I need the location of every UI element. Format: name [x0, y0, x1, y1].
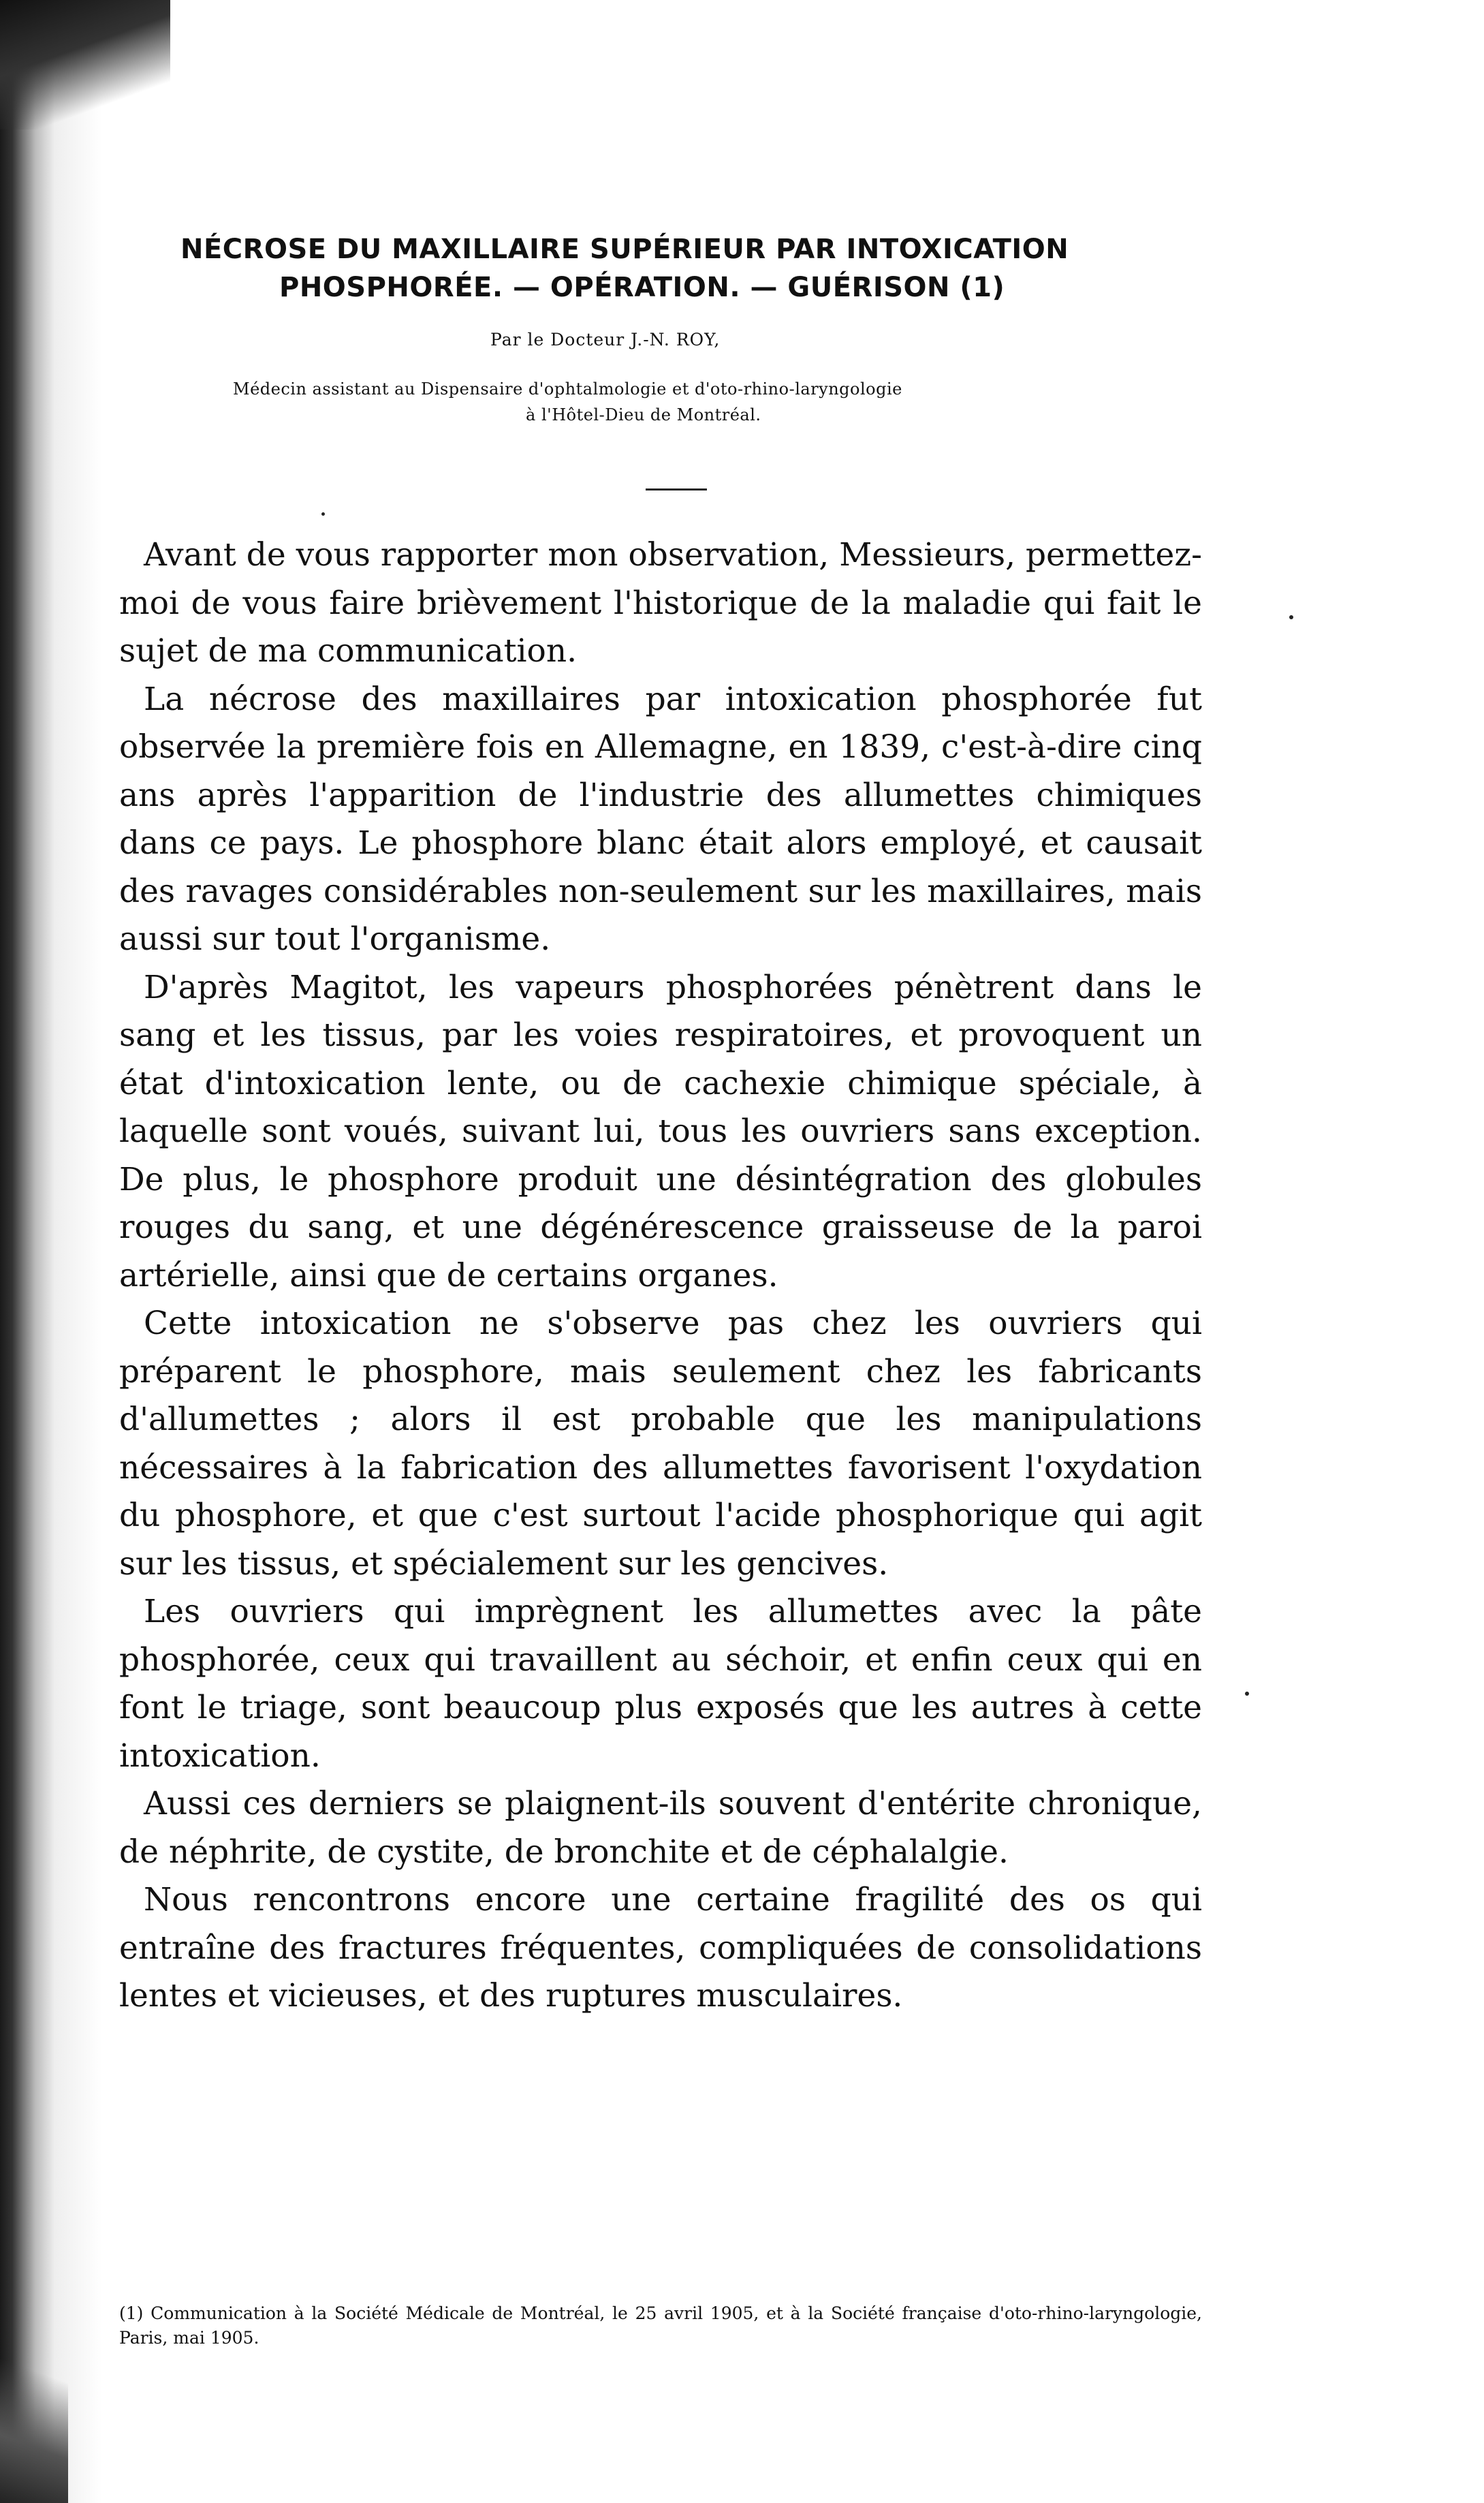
- paragraph: Aussi ces derniers se plaignent-ils souvent d'entérite chronique, de néphrite, de cystite, de bronchite et de céphalalgie.: [119, 1785, 1202, 1871]
- author-affiliation: [233, 376, 1200, 428]
- title-line-2: PHOSPHORÉE. — OPÉRATION. — GUÉRISON (1): [279, 272, 1005, 303]
- paragraph: Les ouvriers qui imprègnent les allumettes avec la pâte phosphorée, ceux qui travaillent au séchoir, et enfin ceux qui en font le triage, sont beaucoup plus exposés que les autres à cette intoxication.: [119, 1593, 1202, 1775]
- footnote-text: (1) Communication à la Société Médicale de Montréal, le 25 avril 1905, et à la Société française d'oto-rhino-laryngologie, Paris, mai 1905.: [119, 2303, 1202, 2348]
- paragraph: Cette intoxication ne s'observe pas chez les ouvriers qui préparent le phosphore, mais seulement chez les fabricants d'allumettes ; alors il est probable que les manipulations nécessaires à la fabrication des allumettes favorisent l'oxydation du phosphore, et que c'est surtout l'acide phosphorique qui agit sur les tissus, et spécialement sur les gencives.: [119, 1305, 1202, 1583]
- paragraph: La nécrose des maxillaires par intoxication phosphorée fut observée la première fois en Allemagne, en 1839, c'est-à-dire cinq ans après l'apparition de l'industrie des allumettes chimiques dans ce pays. Le phosphore blanc était alors employé, et causait des ravages considérables non-seulement sur les maxillaires, mais aussi sur tout l'organisme.: [119, 680, 1202, 958]
- scan-speck: [1289, 615, 1293, 619]
- title-divider: [646, 488, 707, 491]
- author-byline: Par le Docteur J.-N. ROY,: [490, 330, 721, 349]
- paragraph: D'après Magitot, les vapeurs phosphorées pénètrent dans le sang et les tissus, par les voies respiratoires, et provoquent un état d'intoxication lente, ou de cachexie chimique spéciale, à laquelle sont voués, suivant lui, tous les ouvriers sans exception. De plus, le phosphore produit une désintégration des globules rouges du sang, et une dégénérescence graisseuse de la paroi artérielle, ainsi que de certains organes.: [119, 968, 1202, 1294]
- scan-speck: [321, 512, 325, 516]
- binding-shadow: [0, 0, 102, 2503]
- binding-corner-bottom: [0, 2357, 68, 2503]
- scan-speck: [1245, 1692, 1249, 1696]
- affiliation-line-2: à l'Hôtel-Dieu de Montréal.: [526, 405, 761, 424]
- affiliation-line-1: Médecin assistant au Dispensaire d'ophtalmologie et d'oto-rhino-laryngologie: [233, 379, 902, 399]
- article-body: [119, 531, 1202, 2021]
- article-title: [180, 230, 1168, 307]
- footnote: [119, 2301, 1202, 2350]
- title-line-1: NÉCROSE DU MAXILLAIRE SUPÉRIEUR PAR INTOXICATION: [180, 234, 1069, 265]
- binding-corner-top: [0, 0, 170, 129]
- paragraph: Avant de vous rapporter mon observation, Messieurs, permettez-moi de vous faire brièvement l'historique de la maladie qui fait le sujet de ma communication.: [119, 536, 1202, 670]
- paragraph: Nous rencontrons encore une certaine fragilité des os qui entraîne des fractures fréquentes, compliquées de consolidations lentes et vicieuses, et des ruptures musculaires.: [119, 1881, 1202, 2015]
